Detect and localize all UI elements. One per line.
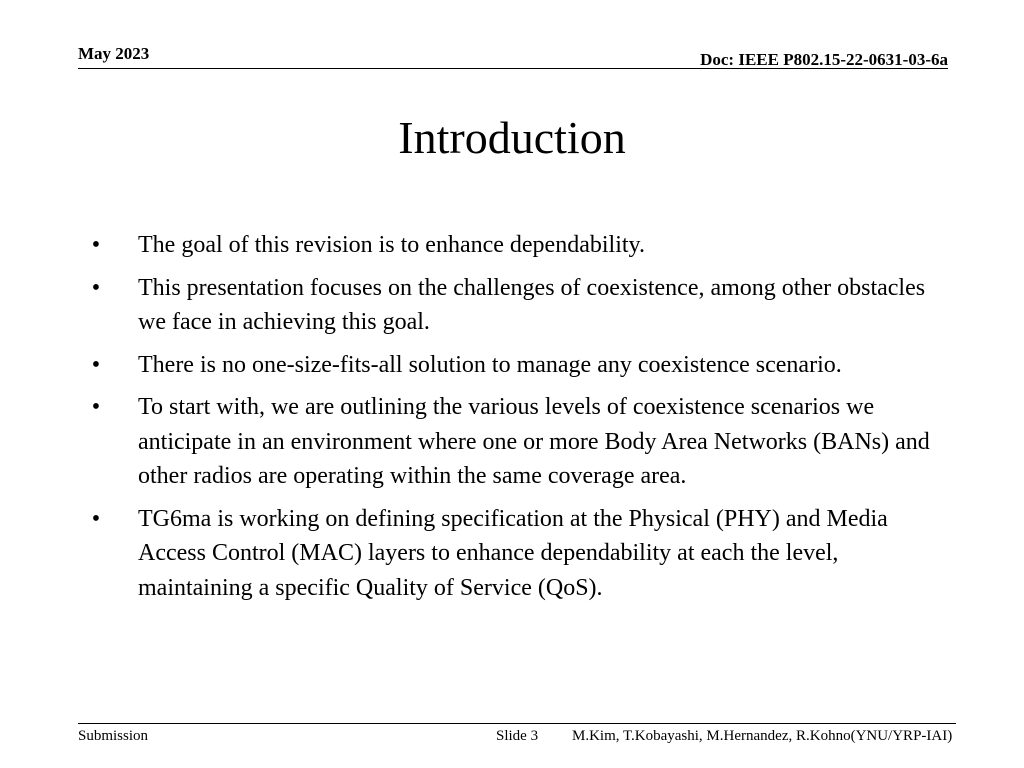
footer-divider	[78, 723, 956, 724]
header-date: May 2023	[78, 44, 150, 63]
bullet-text: To start with, we are outlining the various levels of coexistence scenarios we anticipate in an environment where one or more Body Area Networks (BANs) and other radios are operating within the same coverage area.	[138, 394, 930, 489]
footer-authors: M.Kim, T.Kobayashi, M.Hernandez, R.Kohno(YNU/YRP-IAI)	[572, 728, 953, 744]
bullet-icon: •	[91, 232, 101, 258]
header-divider	[78, 68, 948, 69]
bullet-text: The goal of this revision is to enhance dependability.	[138, 232, 645, 258]
bullet-icon: •	[91, 274, 101, 301]
bullet-icon: •	[91, 351, 101, 378]
bullet-icon: •	[91, 394, 101, 420]
bullet-item	[86, 502, 946, 606]
bullet-item	[86, 390, 946, 494]
footer-submission: Submission	[78, 728, 149, 744]
bullet-text: TG6ma is working on defining specification at the Physical (PHY) and Media Access Control (MAC) layers to enhance dependability at each the level, maintaining a specific Quality of Service (QoS).	[138, 505, 888, 601]
bullet-text: There is no one-size-fits-all solution to manage any coexistence scenario.	[138, 351, 842, 378]
document-id: Doc: IEEE P802.15-22-0631-03-6a	[700, 50, 948, 69]
bullet-item	[86, 348, 946, 383]
bullet-icon: •	[91, 505, 101, 532]
bullet-item	[86, 228, 946, 263]
slide-title: Introduction	[398, 112, 626, 163]
bullet-text: This presentation focuses on the challenges of coexistence, among other obstacles we face in achieving this goal.	[138, 274, 926, 335]
slide-number: Slide 3	[496, 728, 539, 744]
bullet-item	[86, 271, 946, 340]
bullet-list	[86, 228, 946, 613]
